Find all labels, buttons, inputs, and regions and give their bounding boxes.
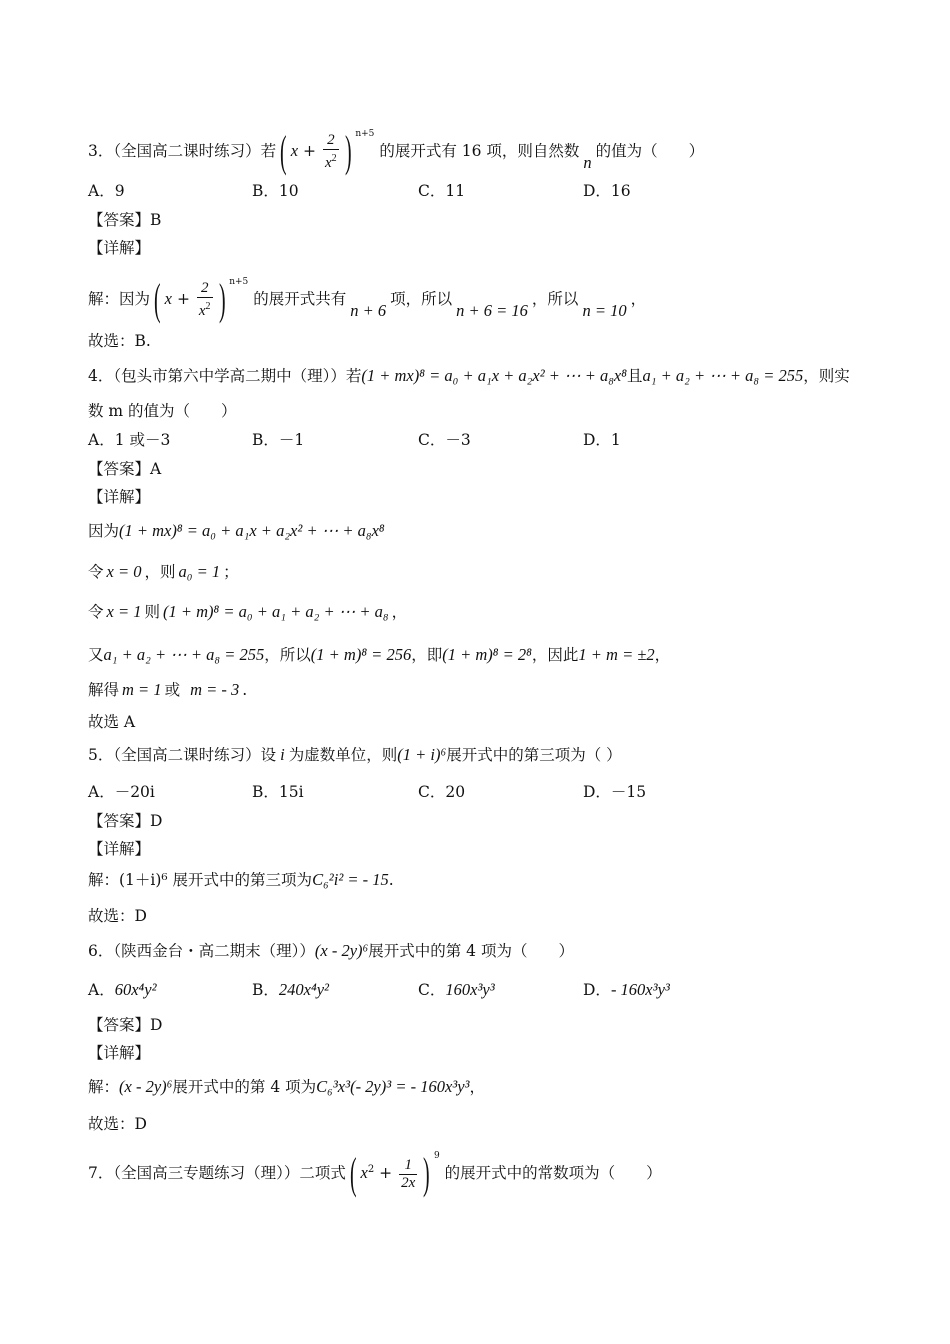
q3-frac-num: 2	[323, 132, 339, 150]
q5-var-i: i	[280, 745, 285, 764]
q6-sol-eq: C₆³x³(- 2y)³ = - 160x³y³	[316, 1077, 470, 1096]
q5-solution: 解：(1＋i)⁶ 展开式中的第三项为C₆²i² = - 15.	[88, 870, 394, 889]
q3-var-n: n	[583, 153, 592, 172]
q3-frac-den: $x^2$	[324, 153, 337, 171]
q4-stem-text-2: ，则实	[803, 367, 850, 385]
q3-power: n+5	[355, 128, 375, 139]
q6-option-c: C．160x³y³	[418, 980, 495, 999]
q4-m-3: m = - 3	[190, 680, 240, 699]
q4-option-a: A．1 或－3	[88, 431, 171, 449]
q4-eq-256: (1 + m)⁸ = 256	[310, 645, 412, 664]
q3-option-b: B．10	[252, 182, 299, 200]
q5-option-d: D．－15	[583, 783, 647, 801]
q4-sum: a₁ + a₂ + ⋯ + a₈ = 255	[642, 366, 804, 385]
q3-binomial	[276, 127, 375, 176]
q3-sol-n6: n + 6	[350, 301, 387, 320]
q4-choose: 故选 A	[88, 713, 136, 731]
q4-stem-text: 4．（包头市第六中学高二期中（理））若	[88, 367, 362, 385]
right-paren: )	[344, 127, 352, 176]
q4-detail-label: 【详解】	[88, 488, 151, 506]
q4-let-x1: x = 1	[106, 602, 142, 621]
q6-option-a: A．60x⁴y²	[88, 980, 157, 999]
q3-answer: 【答案】B	[88, 211, 162, 229]
q5-option-a: A．－20i	[88, 783, 155, 801]
q4-m1: m = 1	[122, 680, 162, 699]
q3-plus: +	[303, 142, 317, 160]
q3-fraction	[323, 132, 339, 172]
q5-stem: 5．（全国高二课时练习）设 i 为虚数单位，则(1 + i)⁶展开式中的第三项为（ ）	[88, 745, 622, 764]
q6-choose: 故选：D	[88, 1115, 147, 1133]
left-paren: (	[280, 127, 287, 176]
q3-sol-text-5: ，	[630, 290, 647, 308]
q4-eq-pm2: 1 + m = ±2	[578, 645, 655, 664]
q5-sol-eq: C₆²i² = - 15	[312, 870, 389, 889]
q5-detail-label: 【详解】	[88, 840, 151, 858]
q3-x: x	[290, 141, 299, 160]
q3-detail-label: 【详解】	[88, 239, 151, 257]
q5-answer: 【答案】D	[88, 812, 163, 830]
q3-sol-binomial: ( x + $\frac{2}{x^2}$ ) $^{n+5}$	[154, 275, 249, 324]
q3-sol-text-3: 项，所以	[390, 290, 453, 308]
q4-stem-and: 且	[627, 367, 643, 385]
q4-sol-line-4: 又a₁ + a₂ + ⋯ + a₈ = 255，所以(1 + m)⁸ = 256，即(1 + m)⁸ = 2⁸，因此1 + m = ±2，	[88, 645, 671, 664]
q4-stem	[88, 366, 910, 386]
q3-solution	[88, 275, 910, 324]
q4-sol-line-2: 令 x = 0 ，则 a₀ = 1 ；	[88, 562, 239, 581]
q3-stem-text-3: 的值为（ ）	[595, 142, 705, 160]
q3-sol-text-4: ，所以	[531, 290, 579, 308]
q4-option-b: B．－1	[252, 431, 305, 449]
q4-option-d: D．1	[583, 431, 621, 449]
q5-option-c: C．20	[418, 783, 466, 801]
q4-stem-line-2: 数 m 的值为（ ）	[88, 402, 237, 420]
q5-option-b: B．15i	[252, 783, 304, 801]
q3-sol-text-2: 的展开式共有	[253, 290, 347, 308]
q4-a0-eq: a₀ = 1	[178, 562, 221, 581]
q7-stem: 7．（全国高三专题练习（理））二项式( $x^2$ + $\frac{1}{2x}$ ) $^9$ 的展开式中的常数项为（ ）	[88, 1149, 662, 1198]
q4-expansion: (1 + mx)⁸ = a₀ + a₁x + a₂x² + ⋯ + a₈x⁸	[361, 366, 627, 385]
q3-option-d: D．16	[583, 182, 631, 200]
q6-option-b: B．240x⁴y²	[252, 980, 329, 999]
q4-sol-line-5: 解得 m = 1 或 m = - 3 .	[88, 680, 248, 699]
q4-sol-line-1: 因为(1 + mx)⁸ = a₀ + a₁x + a₂x² + ⋯ + a₈x⁸	[88, 521, 385, 540]
q4-sum-eq: (1 + m)⁸ = a₀ + a₁ + a₂ + ⋯ + a₈	[163, 602, 389, 621]
q7-binomial: ( $x^2$ + $\frac{1}{2x}$ ) $^9$	[349, 1149, 440, 1198]
q3-option-c: C．11	[418, 182, 466, 200]
q6-option-d: D．- 160x³y³	[583, 980, 670, 999]
q6-answer: 【答案】D	[88, 1016, 163, 1034]
q4-eq-2pow8: (1 + m)⁸ = 2⁸	[442, 645, 532, 664]
q3-sol-eq1: n + 6 = 16	[456, 301, 528, 320]
q4-answer: 【答案】A	[88, 460, 162, 478]
q6-sol-expr: (x - 2y)⁶	[119, 1077, 173, 1096]
q6-stem: 6．（陕西金台・高二期末（理））(x - 2y)⁶展开式中的第 4 项为（ ）	[88, 941, 574, 960]
q4-sol-line-3: 令 x = 1 则 (1 + m)⁸ = a₀ + a₁ + a₂ + ⋯ + a₈ ，	[88, 602, 408, 621]
q6-solution: 解：(x - 2y)⁶展开式中的第 4 项为C₆³x³(- 2y)³ = - 160x³y³，	[88, 1077, 486, 1096]
q3-stem	[88, 127, 910, 176]
q3-sol-eq2: n = 10	[582, 301, 627, 320]
q3-stem-text: 3．（全国高二课时练习）若	[88, 142, 277, 160]
q6-expr: (x - 2y)⁶	[314, 941, 369, 960]
q5-choose: 故选：D	[88, 907, 147, 925]
q5-expr: (1 + i)⁶	[397, 745, 447, 764]
q3-choose: 故选：B.	[88, 332, 151, 350]
q6-detail-label: 【详解】	[88, 1044, 151, 1062]
q4-option-c: C．－3	[418, 431, 471, 449]
q3-stem-text-2: 的展开式有 16 项，则自然数	[379, 142, 580, 160]
q3-sol-text: 解：因为	[88, 290, 151, 308]
q4-let-x0: x = 0	[106, 562, 142, 581]
q3-option-a: A．9	[88, 182, 125, 200]
q4-sol-expansion: (1 + mx)⁸ = a₀ + a₁x + a₂x² + ⋯ + a₈x⁸	[119, 521, 385, 540]
